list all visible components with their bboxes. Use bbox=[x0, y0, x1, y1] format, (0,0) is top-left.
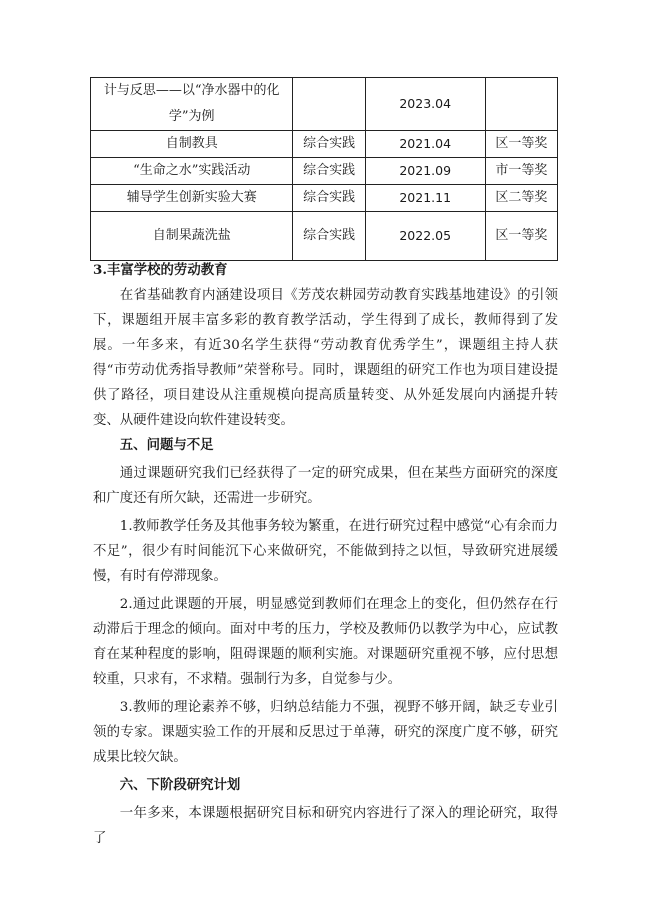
cell-project-name: 自制果蔬洗盐 bbox=[91, 212, 293, 261]
cell-date: 2021.04 bbox=[365, 131, 485, 158]
cell-award bbox=[485, 78, 557, 131]
cell-category bbox=[293, 78, 365, 131]
section-heading-labor-education: 3.丰富学校的劳动教育 bbox=[93, 262, 228, 278]
section-heading-problems: 五、问题与不足 bbox=[119, 437, 214, 453]
table-row bbox=[91, 131, 558, 158]
paragraph: 2.通过此课题的开展，明显感觉到教师们在理念上的变化，但仍然存在行动滞后于理念的倾向。面对中考的压力，学校及教师仍以教学为中心，应试教育在某种程度的影响，阻碍课题的顺利实施。对课题研究重视不够，应付思想较重，只求有，不求精。强制行为多，自觉参与少。 bbox=[93, 597, 558, 687]
cell-award: 区二等奖 bbox=[485, 185, 557, 212]
cell-date: 2021.11 bbox=[365, 185, 485, 212]
table-row bbox=[91, 78, 558, 131]
table-row bbox=[91, 158, 558, 185]
cell-project-name: 辅导学生创新实验大赛 bbox=[91, 185, 293, 212]
paragraph: 通过课题研究我们已经获得了一定的研究成果，但在某些方面研究的深度和广度还有所欠缺，还需进一步研究。 bbox=[93, 466, 558, 506]
cell-category: 综合实践 bbox=[293, 131, 365, 158]
cell-project-name: “生命之水”实践活动 bbox=[91, 158, 293, 185]
body-text bbox=[93, 258, 558, 851]
cell-date: 2021.09 bbox=[365, 158, 485, 185]
cell-award: 市一等奖 bbox=[485, 158, 557, 185]
paragraph: 一年多来，本课题根据研究目标和研究内容进行了深入的理论研究，取得了 bbox=[93, 806, 558, 846]
table-row bbox=[91, 212, 558, 261]
paragraph: 在省基础教育内涵建设项目《芳茂农耕园劳动教育实践基地建设》的引领下，课题组开展丰富多彩的教育教学活动，学生得到了成长，教师得到了发展。一年多来，有近30名学生获得“劳动教育优秀学生”，课题组主持人获得“市劳动优秀指导教师”荣誉称号。同时，课题组的研究工作也为项目建设提供了路径，项目建设从注重规模向提高质量转变、从外延发展向内涵提升转变、从硬件建设向软件建设转变。 bbox=[93, 288, 558, 428]
cell-project-name: 自制教具 bbox=[91, 131, 293, 158]
achievements-table bbox=[90, 77, 558, 261]
cell-date: 2022.05 bbox=[365, 212, 485, 261]
cell-award: 区一等奖 bbox=[485, 131, 557, 158]
cell-category: 综合实践 bbox=[293, 158, 365, 185]
paragraph: 1.教师教学任务及其他事务较为繁重，在进行研究过程中感觉“心有余而力不足”，很少有时间能沉下心来做研究，不能做到持之以恒，导致研究进展缓慢，有时有停滞现象。 bbox=[93, 519, 558, 584]
cell-category: 综合实践 bbox=[293, 212, 365, 261]
paragraph: 3.教师的理论素养不够，归纳总结能力不强，视野不够开阔，缺乏专业引领的专家。课题实验工作的开展和反思过于单薄，研究的深度广度不够，研究成果比较欠缺。 bbox=[93, 700, 558, 765]
cell-project-name: 计与反思——以“净水器中的化 学”为例 bbox=[91, 78, 293, 131]
cell-category: 综合实践 bbox=[293, 185, 365, 212]
cell-award: 区一等奖 bbox=[485, 212, 557, 261]
table-row bbox=[91, 185, 558, 212]
cell-date: 2023.04 bbox=[365, 78, 485, 131]
section-heading-next-plan: 六、下阶段研究计划 bbox=[119, 777, 241, 793]
